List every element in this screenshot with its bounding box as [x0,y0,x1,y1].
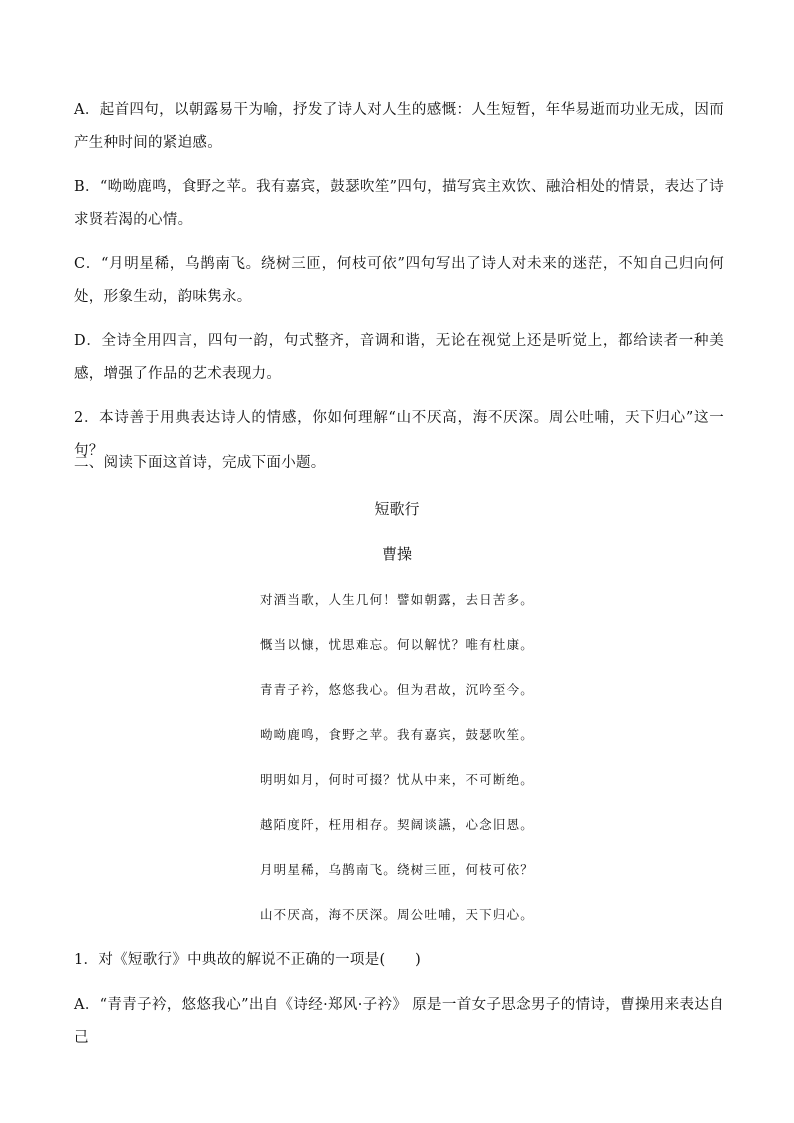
option-a-q1: A．“青青子衿，悠悠我心”出自《诗经·郑风·子衿》 原是一首女子思念男子的情诗，曹操用来表达自己 [74,997,724,1046]
poem-line: 山不厌高，海不厌深。周公吐哺，天下归心。 [259,907,534,922]
poem-line: 青青子衿，悠悠我心。但为君故，沉吟至今。 [259,682,534,697]
poem-title: 短歌行 [374,500,420,518]
poem-author: 曹操 [381,545,412,563]
poem-line: 月明星稀，乌鹊南飞。绕树三匝，何枝可依？ [259,862,534,877]
option-a: A．起首四句，以朝露易干为喻，抒发了诗人对人生的感慨：人生短暂，年华易逝而功业无成，因而产生种时间的紧迫感。 [74,102,724,151]
poem-line: 呦呦鹿鸣，食野之苹。我有嘉宾，鼓瑟吹笙。 [259,727,534,742]
poem-line: 越陌度阡，枉用相存。契阔谈讌，心念旧恩。 [259,817,534,832]
option-c: C．“月明星稀，乌鹊南飞。绕树三匝，何枝可依”四句写出了诗人对未来的迷茫，不知自己归向何处，形象生动，韵味隽永。 [74,256,724,305]
poem-line: 明明如月，何时可掇？忧从中来，不可断绝。 [259,772,534,787]
poem-line: 对酒当歌，人生几何！譬如朝露，去日苦多。 [259,592,534,607]
question-1: 1．对《短歌行》中典故的解说不正确的一项是( ) [74,952,422,968]
question-2: 2．本诗善于用典表达诗人的情感，你如何理解“山不厌高，海不厌深。周公吐哺，天下归心”这一句？ [74,410,724,459]
section-heading: 二、阅读下面这首诗，完成下面小题。 [74,455,326,471]
option-d: D．全诗全用四言，四句一韵，句式整齐，音调和谐，无论在视觉上还是听觉上，都给读者一种美感，增强了作品的艺术表现力。 [74,333,724,382]
option-b: B．“呦呦鹿鸣，食野之苹。我有嘉宾，鼓瑟吹笙”四句，描写宾主欢饮、融洽相处的情景，表达了诗求贤若渴的心情。 [74,179,724,228]
poem-line: 慨当以慷，忧思难忘。何以解忧？唯有杜康。 [259,637,534,652]
